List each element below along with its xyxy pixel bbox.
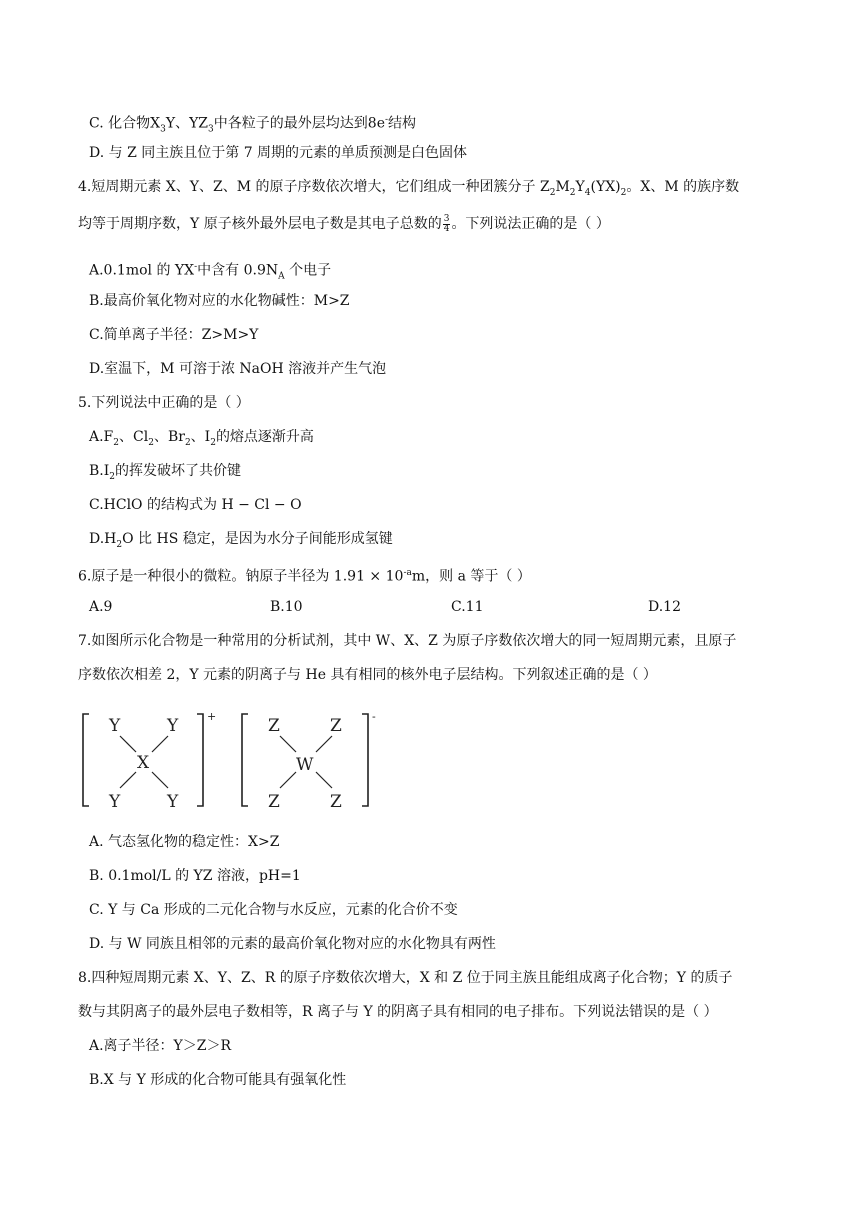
q3-option-c: C. 化合物$X_3Y$、$YZ_3$中各粒子的最外层均达到8e-结构 [89,115,417,135]
atom-z-top-right: Z [330,716,342,736]
right-bracket-close [362,714,368,806]
q4-option-c: C.简单离子半径：Z>M>Y [89,327,259,343]
atom-y-top-left: Y [109,716,121,736]
q4-option-b: B.最高价氧化物对应的水化物碱性：M>Z [89,293,350,309]
q8-stem-line2: 数与其阴离子的最外层电子数相等，R 离子与 Y 的阴离子具有相同的电子排布。下列说法错误的是（ ） [78,1004,718,1020]
q3-option-d: D. 与 Z 同主族且位于第 7 周期的元素的单质预测是白色固体 [89,145,468,161]
q7-option-a: A. 气态氢化物的稳定性：X>Z [89,834,280,850]
anion-structure [242,710,376,812]
atom-z-top-left: Z [268,716,280,736]
q5-option-d: $D.H_2O$ 比 HS 稳定，是因为水分子间能形成氢键 [89,531,393,550]
cation-structure [83,710,216,812]
atom-z-bottom-left: Z [268,792,280,812]
q5-option-b: $B.I_2$的挥发破坏了共价键 [89,463,242,482]
q6-option-a: A.9 [89,599,113,615]
q4-stem-line2: 均等于周期序数，Y 原子核外最外层电子数是其电子总数的 $\frac{3}{4}$ 。下列说法正确的是（ ） [78,213,610,234]
q6-option-c: C.11 [451,599,484,615]
q7-stem-line1: 7.如图所示化合物是一种常用的分析试剂，其中 W、X、Z 为原子序数依次增大的同一短周期元素，且原子 [78,633,737,649]
q7-option-c: C. Y 与 Ca 形成的二元化合物与水反应，元素的化合价不变 [89,902,458,918]
anion-charge: - [372,710,376,723]
q8-stem-line1: 8.四种短周期元素 X、Y、Z、R 的原子序数依次增大，X 和 Z 位于同主族且能组成离子化合物；Y 的质子 [78,970,733,986]
q8-option-a: A.离子半径：Y＞Z＞R [89,1038,232,1054]
atom-y-top-right: Y [167,716,179,736]
structure-figure [80,708,380,812]
q5-stem: 5.下列说法中正确的是（ ） [78,395,250,411]
q5-option-c: C.HClO 的结构式为 H − Cl − O [89,497,302,513]
q5-option-a: $A.F_2$、$Cl_2$、$Br_2$、$I_2$的熔点逐渐升高 [89,429,314,448]
cation-charge: + [207,710,217,723]
left-bracket-close [197,714,203,806]
left-bracket-open [83,714,89,806]
atom-x-center: X [137,753,150,773]
fraction: $\frac{3}{4}$ [443,213,450,234]
atom-z-bottom-right: Z [330,792,342,812]
atom-w-center: W [296,755,314,775]
right-bracket-open [242,714,248,806]
q6-option-b: B.10 [270,599,303,615]
q7-option-b: B. 0.1mol/L 的 YZ 溶液，pH=1 [89,868,301,884]
q6-option-d: D.12 [648,599,681,615]
q4-option-a: A.0.1mol 的 YX-中含有 $0.9N_A$ 个电子 [89,262,332,282]
atom-y-bottom-left: Y [109,792,121,812]
q8-option-b: B.X 与 Y 形成的化合物可能具有强氧化性 [89,1072,347,1088]
q6-stem: 6.原子是一种很小的微粒。钠原子半径为 $1.91 \times 10^{-a}m$，则 a 等于（ ） [78,568,531,585]
q4-option-d: D.室温下，M 可溶于浓 NaOH 溶液并产生气泡 [89,361,387,377]
q7-option-d: D. 与 W 同族且相邻的元素的最高价氧化物对应的水化物具有两性 [89,936,496,952]
q4-stem-line1: 4.短周期元素 X、Y、Z、M 的原子序数依次增大，它们组成一种团簇分子 $Z_2M_2Y_4(YX)_2$。X、M 的族序数 [78,179,740,198]
atom-y-bottom-right: Y [167,792,179,812]
q7-stem-line2: 序数依次相差 2，Y 元素的阴离子与 He 具有相同的核外电子层结构。下列叙述正确的是（ ） [78,667,657,683]
